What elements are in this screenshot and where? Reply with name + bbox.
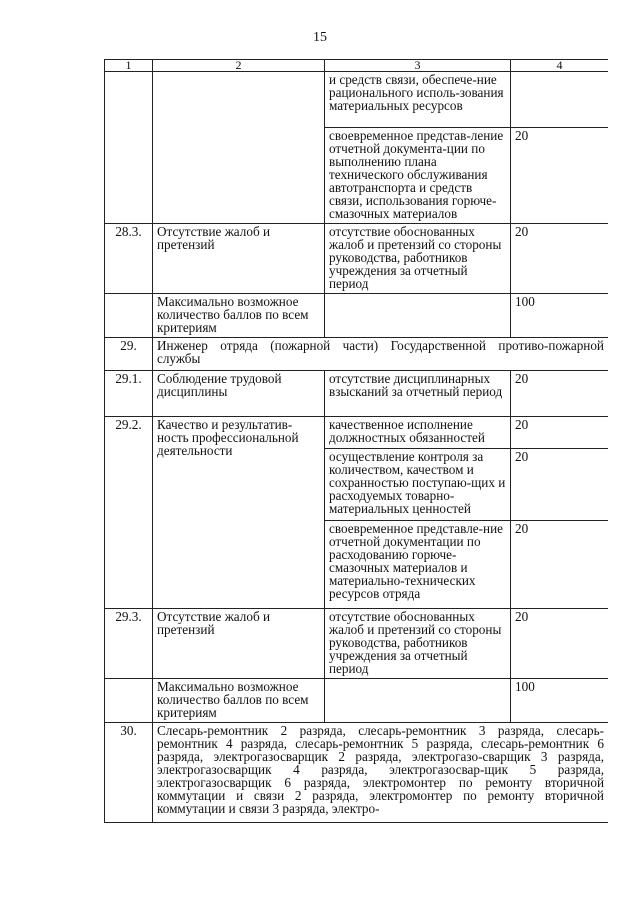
criterion-cell: своевременное представле-ние отчетной документации по расходованию горюче-смазочных материалов и материально-технических ресурсов отряда — [325, 521, 511, 609]
criterion-cell: и средств связи, обеспече-ние рационального исполь-зования материальных ресурсов — [325, 72, 511, 128]
score-cell: 20 — [511, 417, 609, 449]
criterion-cell — [325, 679, 511, 723]
table-row — [105, 294, 609, 338]
row-number: 30. — [105, 723, 153, 823]
table-row — [105, 679, 609, 723]
section-row — [105, 338, 609, 371]
indicator-name — [153, 72, 325, 224]
header-col-2: 2 — [153, 60, 325, 72]
score-cell — [511, 72, 609, 128]
table-row — [105, 609, 609, 679]
score-cell: 20 — [511, 128, 609, 224]
row-number: 29.2. — [105, 417, 153, 609]
score-cell: 20 — [511, 224, 609, 294]
criterion-cell — [325, 294, 511, 338]
criterion-cell: осуществление контроля за количеством, качеством и сохранностью поступаю-щих и расходуемых товарно-материальных ценностей — [325, 449, 511, 521]
table-row — [105, 417, 609, 449]
row-number: 28.3. — [105, 224, 153, 294]
criterion-cell: отсутствие обоснованных жалоб и претензий со стороны руководства, работников учреждения за отчетный период — [325, 224, 511, 294]
indicator-name: Отсутствие жалоб и претензий — [153, 224, 325, 294]
score-cell: 20 — [511, 521, 609, 609]
criterion-cell: качественное исполнение должностных обязанностей — [325, 417, 511, 449]
section-title: Инженер отряда (пожарной части) Государственной противо-пожарной службы — [153, 338, 609, 371]
criterion-cell: отсутствие дисциплинарных взысканий за отчетный период — [325, 371, 511, 417]
table-header-row — [105, 60, 609, 72]
row-number — [105, 679, 153, 723]
section-title: Слесарь-ремонтник 2 разряда, слесарь-ремонтник 3 разряда, слесарь-ремонтник 4 разряда, слесарь-ремонтник 5 разряда, слесарь-ремонтник 6 разряда, электрогазосварщик 2 разряда, электрогазо-сварщик 3 разряда, электрогазосварщик 4 разряда, электрогазосвар-щик 5 разряда, электрогазосварщик 6 разряда, электромонтер по ремонту вторичной коммутации и связи 2 разряда, электромонтер по ремонту вторичной коммутации и связи 3 разряда, электро- — [153, 723, 609, 823]
max-score-label: Максимально возможное количество баллов по всем критериям — [153, 294, 325, 338]
row-number — [105, 72, 153, 224]
table-row — [105, 224, 609, 294]
criterion-cell: своевременное представ-ление отчетной документа-ции по выполнению плана технического обслуживания автотранспорта и средств связи, использования горюче-смазочных материалов — [325, 128, 511, 224]
row-number: 29. — [105, 338, 153, 371]
indicator-name: Соблюдение трудовой дисциплины — [153, 371, 325, 417]
page-number: 15 — [313, 30, 327, 45]
criteria-table-container — [104, 59, 608, 860]
header-col-1: 1 — [105, 60, 153, 72]
criteria-table — [104, 59, 608, 823]
max-score-value: 100 — [511, 294, 609, 338]
table-row — [105, 72, 609, 128]
criterion-cell: отсутствие обоснованных жалоб и претензий со стороны руководства, работников учреждения за отчетный период — [325, 609, 511, 679]
max-score-label: Максимально возможное количество баллов по всем критериям — [153, 679, 325, 723]
max-score-value: 100 — [511, 679, 609, 723]
header-col-3: 3 — [325, 60, 511, 72]
indicator-name: Отсутствие жалоб и претензий — [153, 609, 325, 679]
header-col-4: 4 — [511, 60, 609, 72]
score-cell: 20 — [511, 609, 609, 679]
section-row — [105, 723, 609, 823]
row-number: 29.1. — [105, 371, 153, 417]
indicator-name: Качество и результатив-ность профессиональной деятельности — [153, 417, 325, 609]
row-number: 29.3. — [105, 609, 153, 679]
table-row — [105, 371, 609, 417]
score-cell: 20 — [511, 449, 609, 521]
score-cell: 20 — [511, 371, 609, 417]
row-number — [105, 294, 153, 338]
